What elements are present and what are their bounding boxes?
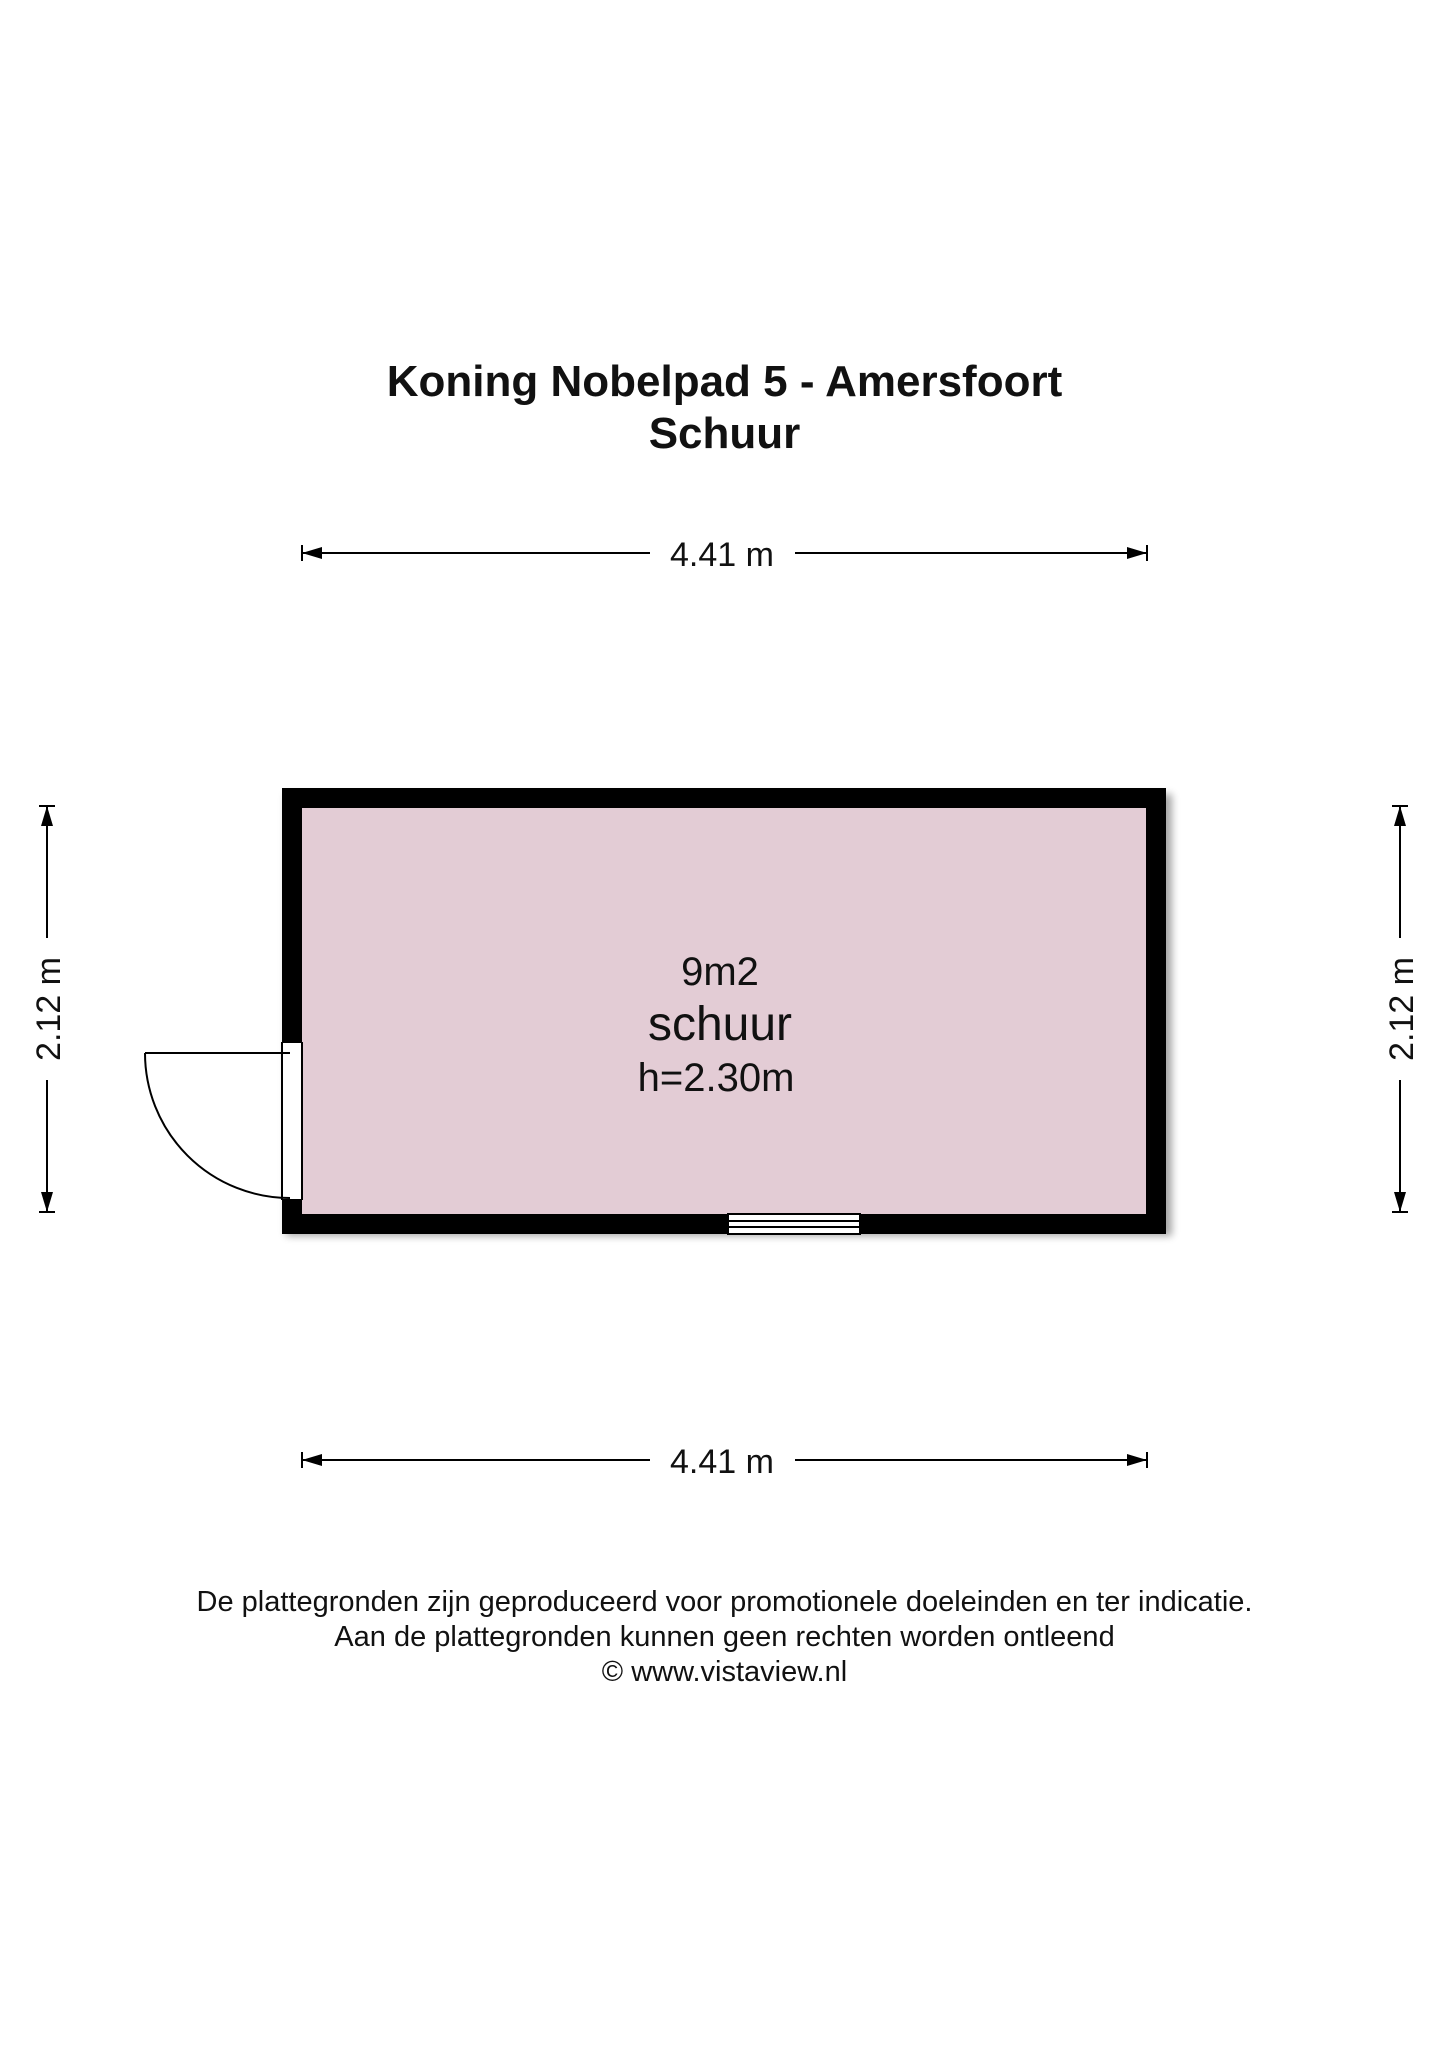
left-dimension-arrow-bottom xyxy=(41,1192,53,1212)
left-dimension-arrow-top xyxy=(41,806,53,826)
door-opening xyxy=(282,1042,302,1200)
bottom-dimension-label: 4.41 m xyxy=(670,1443,774,1481)
right-dimension-arrow-top xyxy=(1394,806,1406,826)
right-dimension-arrow-bottom xyxy=(1394,1192,1406,1212)
plan-address-title: Koning Nobelpad 5 - Amersfoort xyxy=(386,357,1063,406)
top-dimension-label: 4.41 m xyxy=(670,536,774,574)
top-dimension-arrow-right xyxy=(1127,547,1147,559)
copyright-notice: © www.vistaview.nl xyxy=(601,1656,848,1688)
left-dimension-label: 2.12 m xyxy=(30,957,68,1061)
plan-floor-title: Schuur xyxy=(648,409,801,458)
window-opening xyxy=(728,1214,860,1234)
room-height-label: h=2.30m xyxy=(637,1056,795,1100)
bottom-dimension-arrow-right xyxy=(1127,1454,1147,1466)
top-dimension-arrow-left xyxy=(302,547,322,559)
disclaimer-line-1: De plattegronden zijn geproduceerd voor promotionele doeleinden en ter indicatie. xyxy=(196,1586,1253,1618)
room-name-label: schuur xyxy=(647,998,793,1051)
room-area-label: 9m2 xyxy=(681,950,759,994)
bottom-dimension-arrow-left xyxy=(302,1454,322,1466)
right-dimension-label: 2.12 m xyxy=(1383,957,1421,1061)
door-swing-arc xyxy=(145,1053,290,1198)
disclaimer-line-2: Aan de plattegronden kunnen geen rechten worden ontleend xyxy=(334,1621,1115,1653)
